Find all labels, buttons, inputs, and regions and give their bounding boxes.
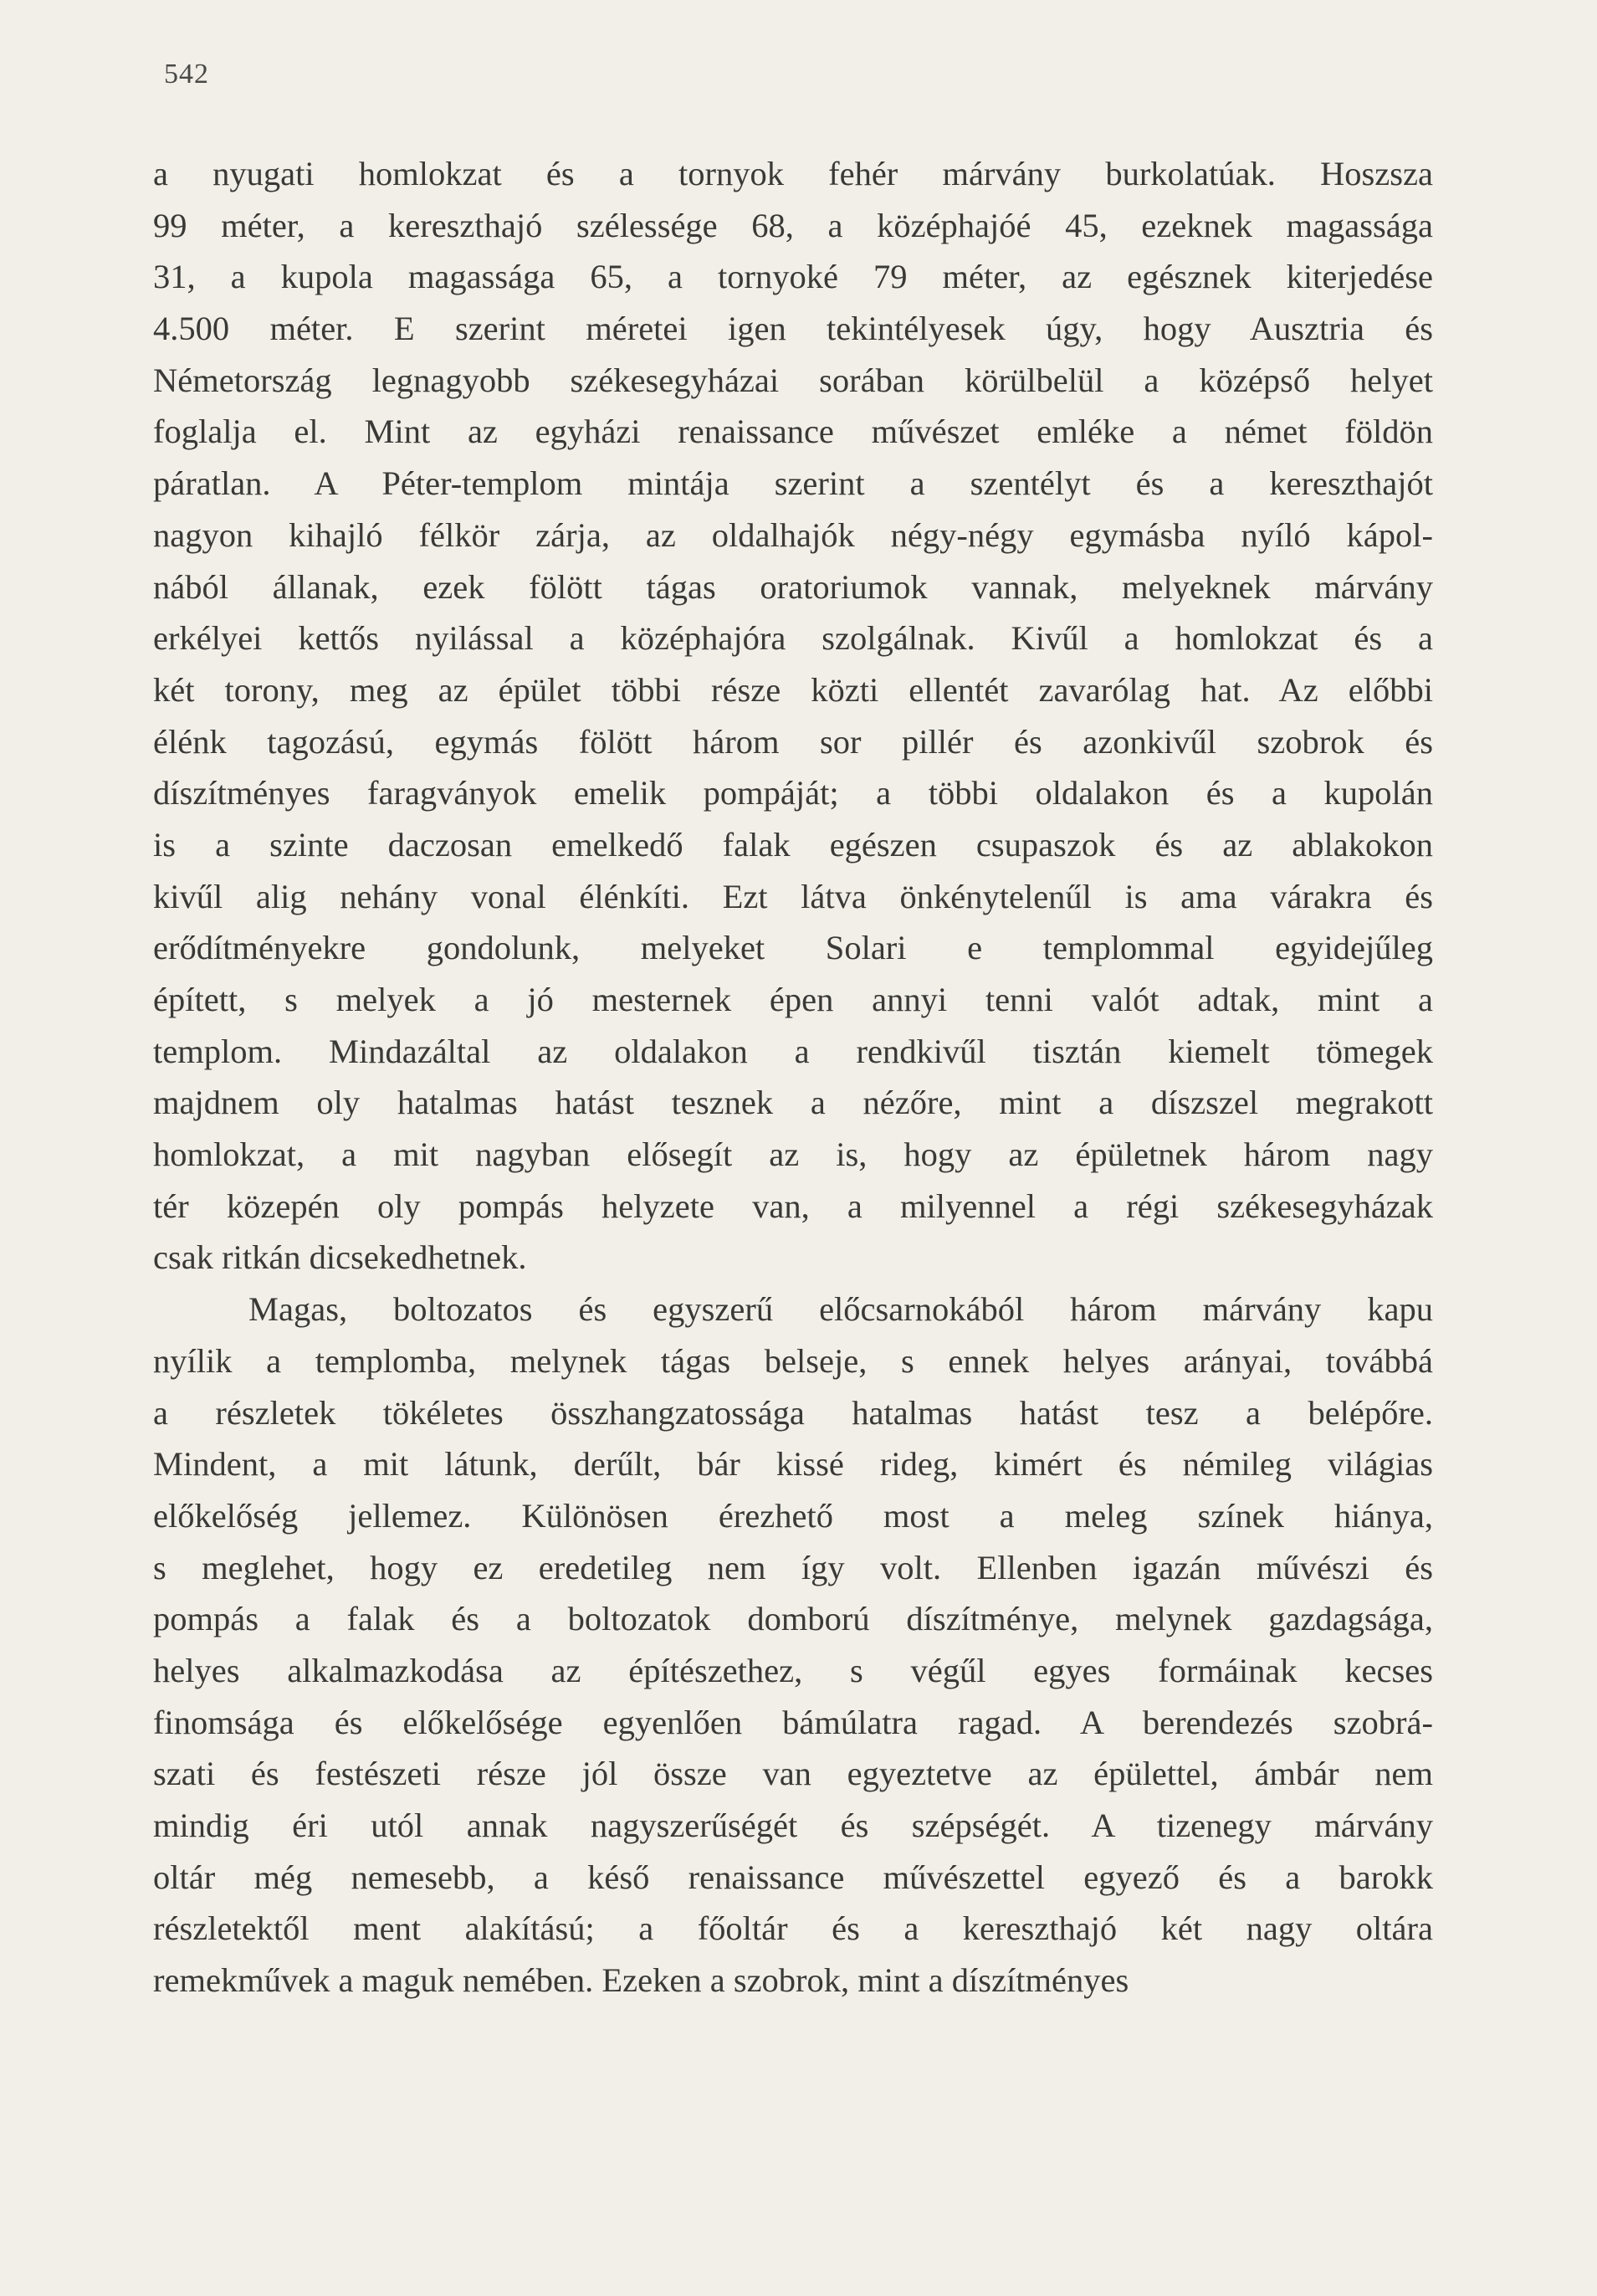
text-line: oltár még nemesebb, a késő renaissance művészettel egyező és a barokk — [153, 1858, 1433, 1896]
text-line: erkélyei kettős nyilással a középhajóra szolgálnak. Kivűl a homlokzat és a — [153, 619, 1433, 658]
text-line: templom. Mindazáltal az oldalakon a rendkivűl tisztán kiemelt tömegek — [153, 1032, 1433, 1070]
text-line: nagyon kihajló félkör zárja, az oldalhajók négy-négy egymásba nyíló kápol- — [153, 515, 1433, 554]
text-line: Mindent, a mit látunk, derűlt, bár kissé rideg, kimért és némileg világias — [153, 1445, 1433, 1484]
text-line: is a szinte daczosan emelkedő falak egészen csupaszok és az ablakokon — [153, 825, 1433, 864]
text-line: remekművek a maguk nemében. Ezeken a szobrok, mint a díszítményes — [153, 1961, 1129, 2000]
text-line: előkelőség jellemez. Különösen érezhető most a meleg színek hiánya, — [153, 1496, 1433, 1535]
paragraph — [153, 148, 1433, 1284]
text-line: homlokzat, a mit nagyban elősegít az is, hogy az épületnek három nagy — [153, 1135, 1433, 1174]
text-line: Magas, boltozatos és egyszerű előcsarnokából három márvány kapu — [248, 1290, 1433, 1329]
page-number: 542 — [164, 59, 209, 90]
body-text — [153, 148, 1433, 2006]
text-line: s meglehet, hogy ez eredetileg nem így volt. Ellenben igazán művészi és — [153, 1548, 1433, 1586]
text-line: finomsága és előkelősége egyenlően bámúlatra ragad. A berendezés szobrá- — [153, 1703, 1433, 1741]
paragraph — [153, 1284, 1433, 2006]
text-line: nából állanak, ezek fölött tágas oratoriumok vannak, melyeknek márvány — [153, 567, 1433, 606]
text-line: épített, s melyek a jó mesternek épen annyi tenni valót adtak, mint a — [153, 981, 1433, 1018]
text-line: díszítményes faragványok emelik pompáját; a többi oldalakon és a kupolán — [153, 774, 1433, 812]
text-line: páratlan. A Péter-templom mintája szerint a szentélyt és a kereszthajót — [153, 464, 1433, 503]
text-line: 31, a kupola magassága 65, a tornyoké 79 méter, az egésznek kiterjedése — [153, 258, 1433, 296]
text-line: mindig éri utól annak nagyszerűségét és szépségét. A tizenegy márvány — [153, 1807, 1433, 1844]
text-line: pompás a falak és a boltozatok domború díszítménye, melynek gazdagsága, — [153, 1600, 1433, 1638]
text-line: csak ritkán dicsekedhetnek. — [153, 1238, 527, 1277]
text-line: két torony, meg az épület többi része közti ellentét zavarólag hat. Az előbbi — [153, 670, 1433, 709]
text-line: erődítményekre gondolunk, melyeket Solari e templommal egyidejűleg — [153, 929, 1433, 967]
text-line: a nyugati homlokzat és a tornyok fehér márvány burkolatúak. Hoszsza — [153, 155, 1433, 192]
text-line: kivűl alig nehány vonal élénkíti. Ezt látva önkénytelenűl is ama várakra és — [153, 877, 1433, 915]
text-line: majdnem oly hatalmas hatást tesznek a nézőre, mint a díszszel megrakott — [153, 1084, 1433, 1122]
text-line: szati és festészeti része jól össze van egyeztetve az épülettel, ámbár nem — [153, 1755, 1433, 1793]
text-line: élénk tagozású, egymás fölött három sor pillér és azonkivűl szobrok és — [153, 722, 1433, 761]
text-line: 4.500 méter. E szerint méretei igen tekintélyesek úgy, hogy Ausztria és — [153, 310, 1433, 348]
text-line: a részletek tökéletes összhangzatossága hatalmas hatást tesz a belépőre. — [153, 1393, 1433, 1432]
text-line: nyílik a templomba, melynek tágas belseje, s ennek helyes arányai, továbbá — [153, 1341, 1433, 1380]
text-line: tér közepén oly pompás helyzete van, a milyennel a régi székesegyházak — [153, 1186, 1433, 1225]
text-line: foglalja el. Mint az egyházi renaissance művészet emléke a német földön — [153, 413, 1433, 451]
text-line: részletektől ment alakítású; a főoltár és a kereszthajó két nagy oltára — [153, 1909, 1433, 1948]
text-line: Németország legnagyobb székesegyházai sorában körülbelül a középső helyet — [153, 361, 1433, 399]
text-line: 99 méter, a kereszthajó szélessége 68, a középhajóé 45, ezeknek magassága — [153, 206, 1433, 244]
text-line: helyes alkalmazkodása az építészethez, s végűl egyes formáinak kecses — [153, 1651, 1433, 1689]
